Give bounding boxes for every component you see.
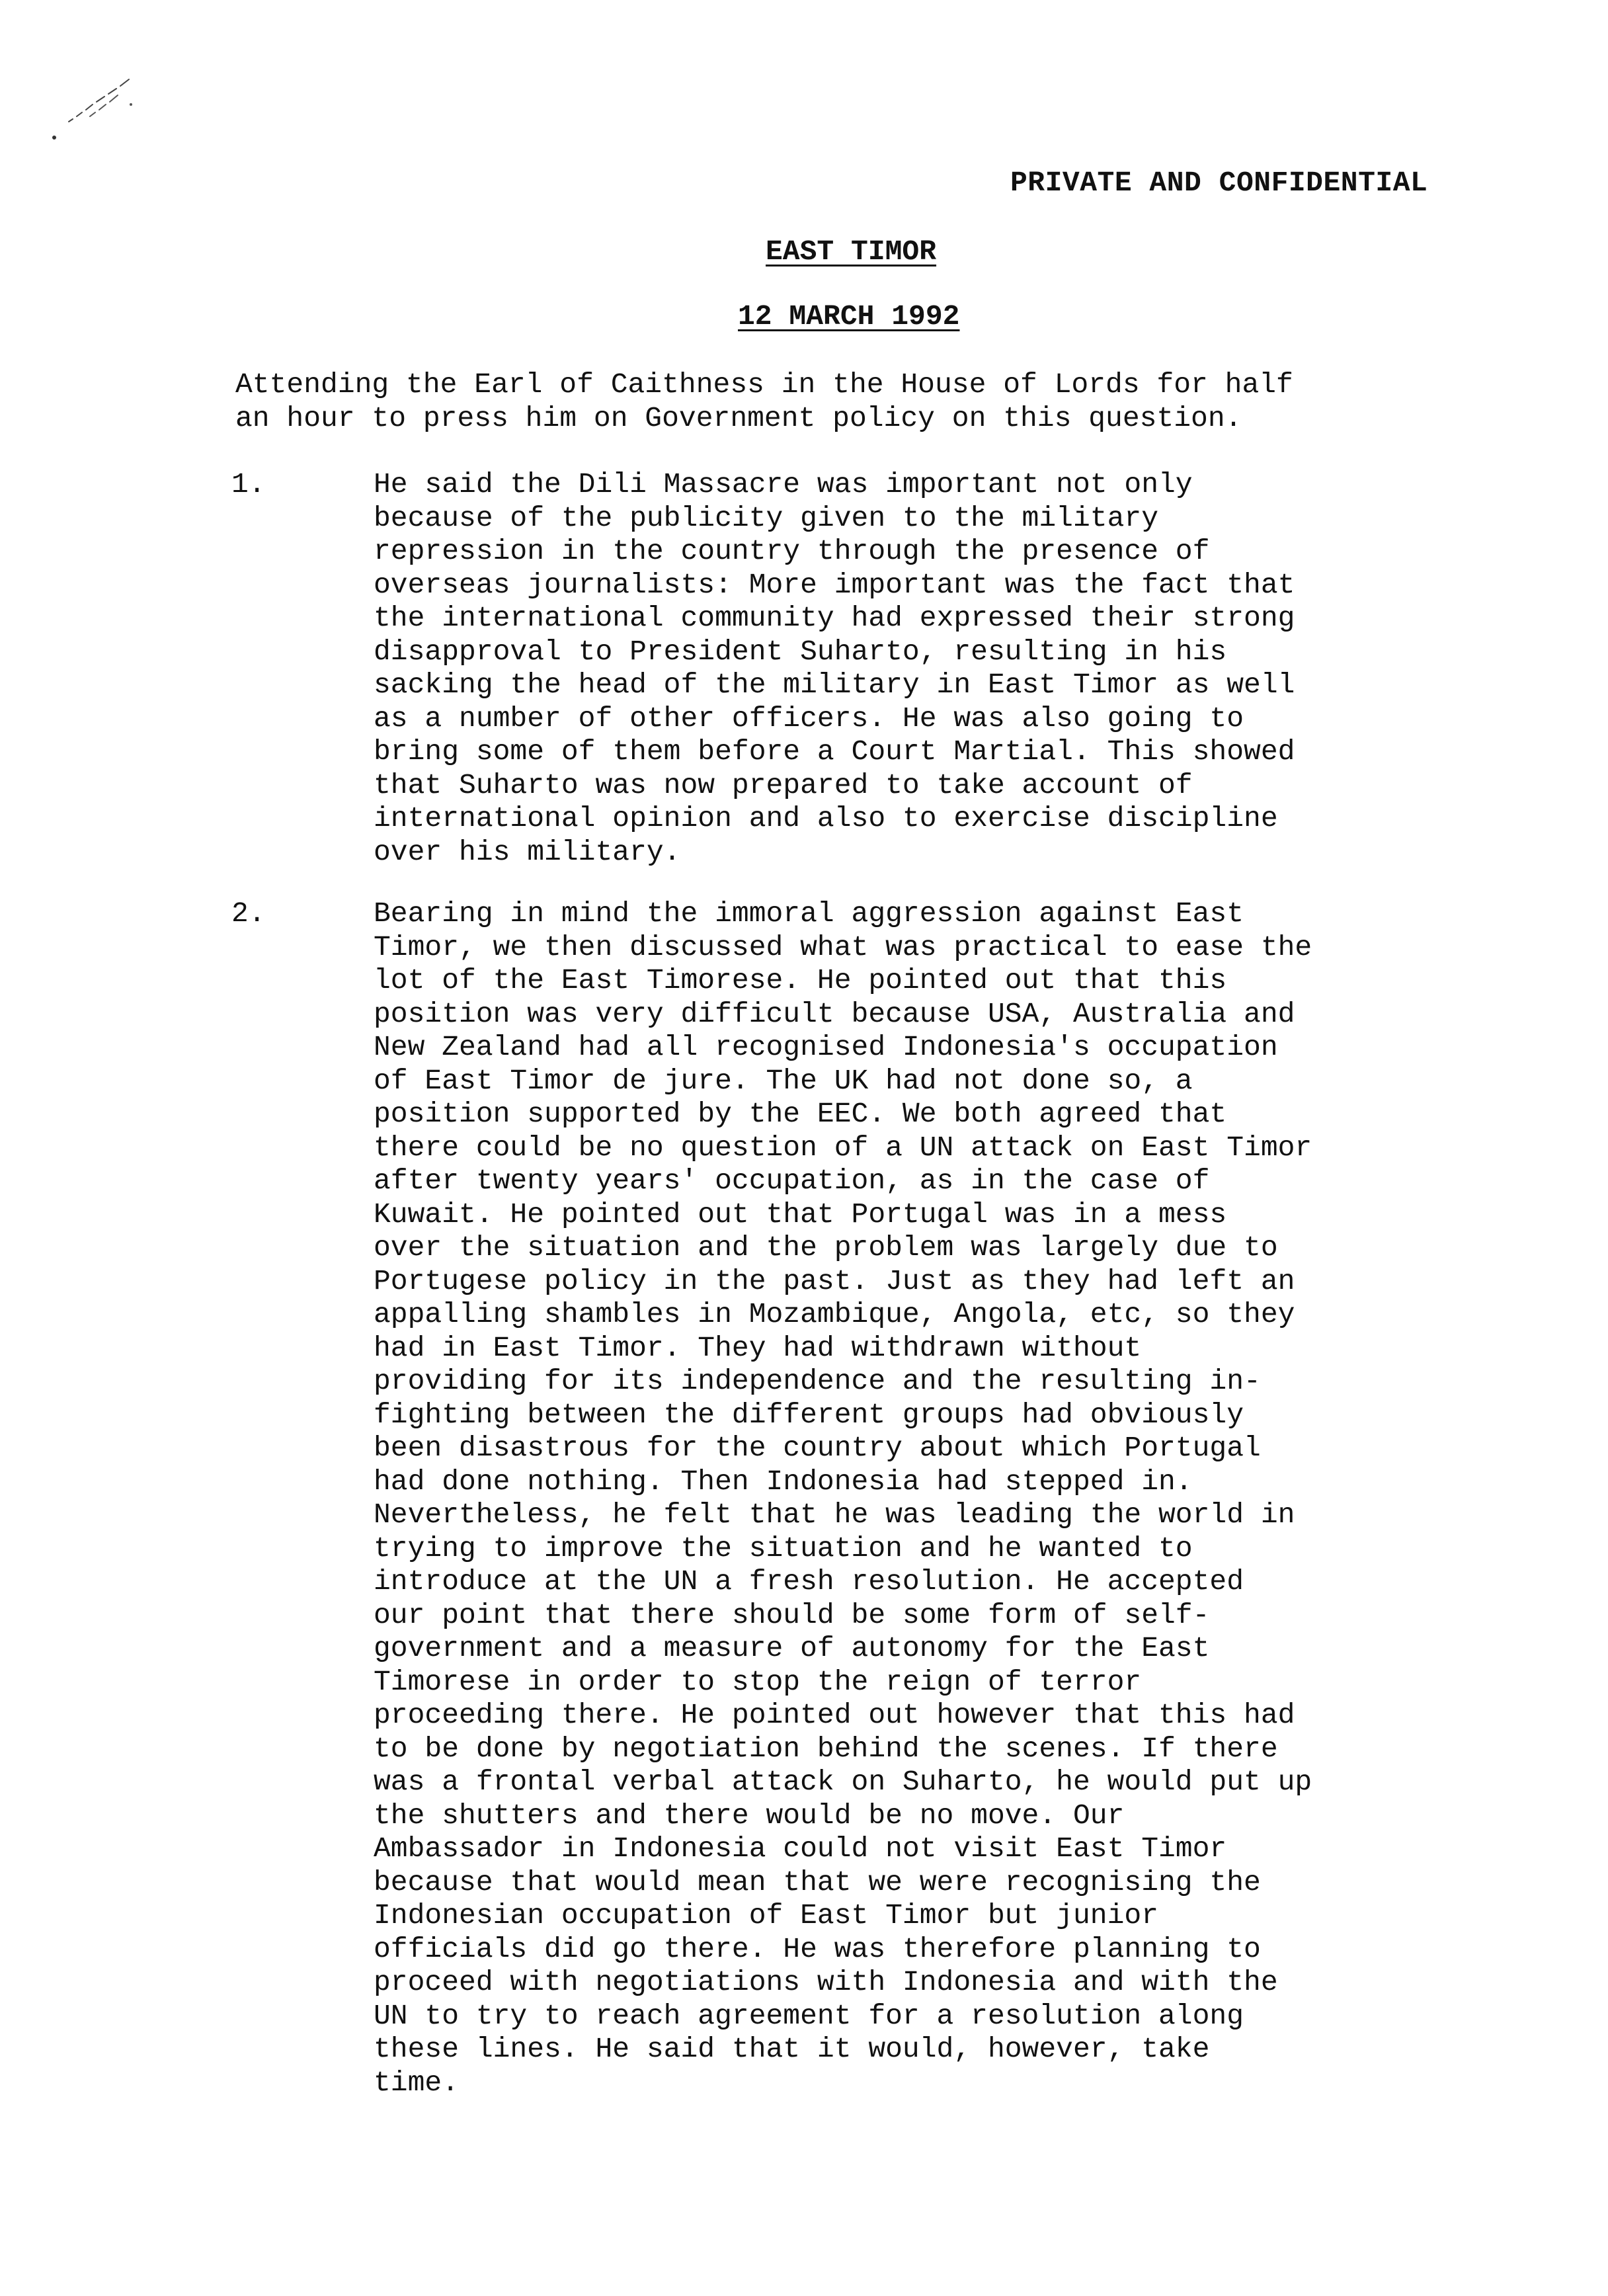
item-paragraph: He said the Dili Massacre was important not only because of the publicity given to the military repression in the country through the presence of overseas journalists: More important was the fact that the international community had expressed their strong disapproval to President Suharto, resulting in his sacking the head of the military in East Timor as well as a number of other officers. He was also going to bring some of them before a Court Martial. This showed that Suharto was now prepared to take account of international opinion and also to exercise discipline over his military.	[374, 468, 1295, 868]
item-number: 1.	[231, 468, 266, 501]
item-paragraph: Bearing in mind the immoral aggression against East Timor, we then discussed what was practical to ease the lot of the East Timorese. He pointed out that this position was very difficult because USA, Australia and New Zealand had all recognised Indonesia's occupation of East Timor de jure. The UK had not done so, a position supported by the EEC. We both agreed that there could be no question of a UN attack on East Timor after twenty years' occupation, as in the case of Kuwait. He pointed out that Portugal was in a mess over the situation and the problem was largely due to Portugese policy in the past. Just as they had left an appalling shambles in Mozambique, Angola, etc, so they had in East Timor. They had withdrawn without providing for its independence and the resulting in- fighting between the different groups had obviously been disastrous for the country about which Portugal had done nothing. Then Indonesia had stepped in. Nevertheless, he felt that he was leading the world in trying to improve the situation and he wanted to introduce at the UN a fresh resolution. He accepted our point that there should be some form of self- government and a measure of autonomy for the East Timorese in order to stop the reign of terror proceeding there. He pointed out however that this had to be done by negotiation behind the scenes. If there was a frontal verbal attack on Suharto, he would put up the shutters and there would be no move. Our Ambassador in Indonesia could not visit East Timor because that would mean that we were recognising the Indonesian occupation of East Timor but junior officials did go there. He was therefore planning to proceed with negotiations with Indonesia and with the UN to try to reach agreement for a resolution along these lines. He said that it would, however, take time.	[374, 897, 1312, 2099]
classification-label: PRIVATE AND CONFIDENTIAL	[1010, 167, 1428, 199]
intro-paragraph: Attending the Earl of Caithness in the House of Lords for half an hour to press him on Government policy on this question.	[235, 368, 1293, 434]
document-title: EAST TIMOR	[766, 235, 937, 268]
item-number: 2.	[231, 897, 266, 930]
document-date: 12 MARCH 1992	[738, 300, 960, 333]
pen-stroke-mark	[40, 73, 139, 145]
